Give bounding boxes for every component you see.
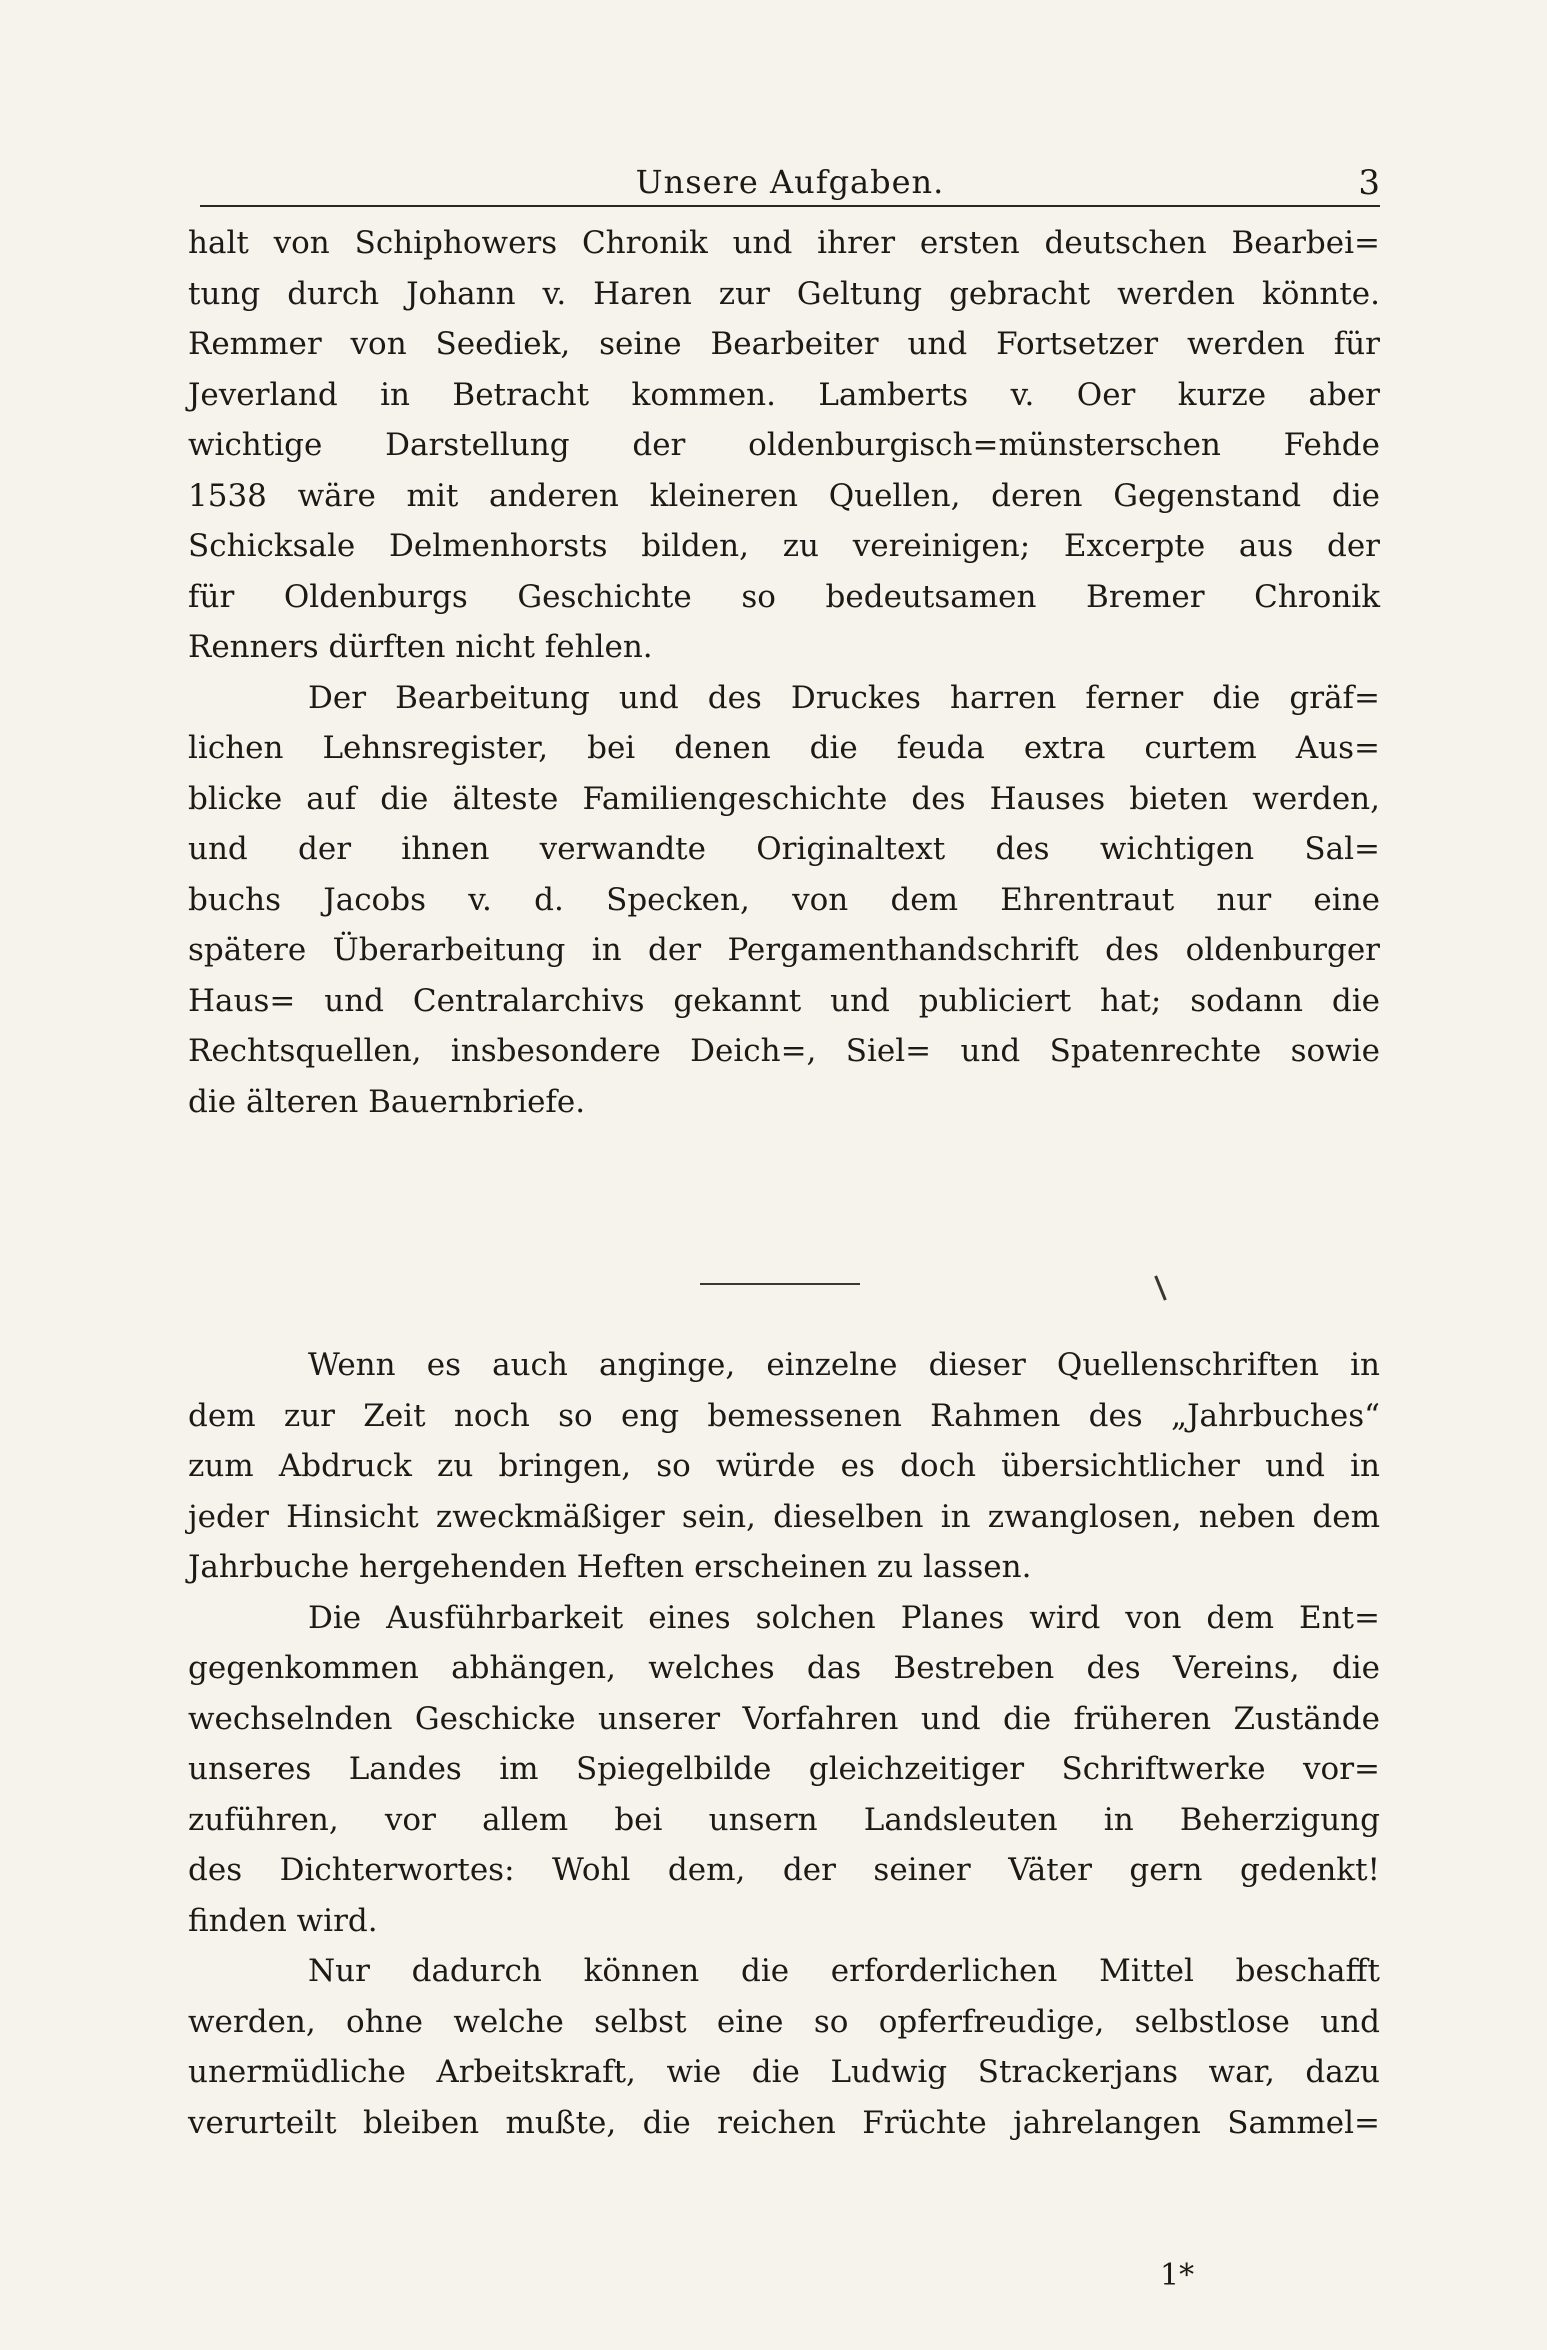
text-line: blicke auf die älteste Familiengeschichte des Hauses bieten werden, (188, 780, 1380, 817)
text-line: Rechtsquellen, insbesondere Deich=, Siel= und Spatenrechte sowie (188, 1033, 1380, 1069)
signature-mark: 1* (1160, 2258, 1195, 2293)
text-line: Nur dadurch können die erforderlichen Mittel beschafft (308, 1953, 1380, 1989)
text-line: jeder Hinsicht zweckmäßiger sein, dieselben in zwanglosen, neben dem (188, 1498, 1380, 1535)
text-line: 1538 wäre mit anderen kleineren Quellen, deren Gegenstand die (188, 477, 1380, 514)
text-line: zuführen, vor allem bei unsern Landsleuten in Beherzigung (188, 1801, 1380, 1838)
text-line: spätere Überarbeitung in der Pergamenthandschrift des oldenburger (188, 932, 1380, 968)
page-number: 3 (1358, 163, 1380, 203)
text-section-2 (188, 1340, 1380, 2148)
text-line: für Oldenburgs Geschichte so bedeutsamen Bremer Chronik (188, 578, 1380, 615)
text-line: gegenkommen abhängen, welches das Bestreben des Vereins, die (188, 1650, 1380, 1686)
text-line: tung durch Johann v. Haren zur Geltung gebracht werden könnte. (188, 275, 1380, 312)
section-separator-rule (700, 1283, 860, 1285)
text-line: und der ihnen verwandte Originaltext des wichtigen Sal= (188, 831, 1380, 867)
text-line: Renners dürften nicht fehlen. (188, 629, 653, 665)
text-line: buchs Jacobs v. d. Specken, von dem Ehrentraut nur eine (188, 881, 1380, 918)
paragraph (188, 673, 1380, 1128)
text-line: wichtige Darstellung der oldenburgisch=münsterschen Fehde (188, 427, 1380, 463)
text-line: Jeverland in Betracht kommen. Lamberts v. Oer kurze aber (188, 376, 1380, 413)
paragraph (188, 1593, 1380, 1947)
text-line: verurteilt bleiben mußte, die reichen Früchte jahrelangen Sammel= (188, 2104, 1380, 2141)
text-line: Remmer von Seediek, seine Bearbeiter und Fortsetzer werden für (188, 326, 1380, 362)
text-line: lichen Lehnsregister, bei denen die feuda extra curtem Aus= (188, 730, 1380, 766)
text-line: des Dichterwortes: Wohl dem, der seiner Väter gern gedenkt! (188, 1852, 1380, 1888)
text-line: Die Ausführbarkeit eines solchen Planes wird von dem Ent= (308, 1599, 1380, 1636)
header-rule (200, 205, 1380, 207)
text-line: Schicksale Delmenhorsts bilden, zu vereinigen; Excerpte aus der (188, 528, 1380, 564)
print-speck (1154, 1275, 1167, 1300)
text-line: dem zur Zeit noch so eng bemessenen Rahmen des „Jahrbuches“ (188, 1397, 1380, 1434)
running-head: Unsere Aufgaben. (635, 163, 945, 201)
text-line: halt von Schiphowers Chronik und ihrer ersten deutschen Bearbei= (188, 225, 1380, 261)
paragraph (188, 1340, 1380, 1593)
text-line: wechselnden Geschicke unserer Vorfahren und die früheren Zustände (188, 1700, 1380, 1737)
page-header (200, 155, 1380, 205)
text-line: Wenn es auch anginge, einzelne dieser Quellenschriften in (308, 1347, 1380, 1383)
text-line: finden wird. (188, 1902, 378, 1939)
paragraph (188, 1946, 1380, 2148)
text-line: Haus= und Centralarchivs gekannt und publiciert hat; sodann die (188, 982, 1380, 1019)
text-line: Jahrbuche hergehenden Heften erscheinen zu lassen. (188, 1549, 1032, 1585)
text-line: Der Bearbeitung und des Druckes harren ferner die gräf= (308, 679, 1380, 716)
text-section-1 (188, 218, 1380, 1127)
text-line: unermüdliche Arbeitskraft, wie die Ludwig Strackerjans war, dazu (188, 2054, 1380, 2090)
text-line: zum Abdruck zu bringen, so würde es doch übersichtlicher und in (188, 1448, 1380, 1484)
paragraph (188, 218, 1380, 673)
text-line: unseres Landes im Spiegelbilde gleichzeitiger Schriftwerke vor= (188, 1751, 1380, 1787)
text-line: die älteren Bauernbriefe. (188, 1083, 586, 1120)
text-line: werden, ohne welche selbst eine so opferfreudige, selbstlose und (188, 2003, 1380, 2040)
